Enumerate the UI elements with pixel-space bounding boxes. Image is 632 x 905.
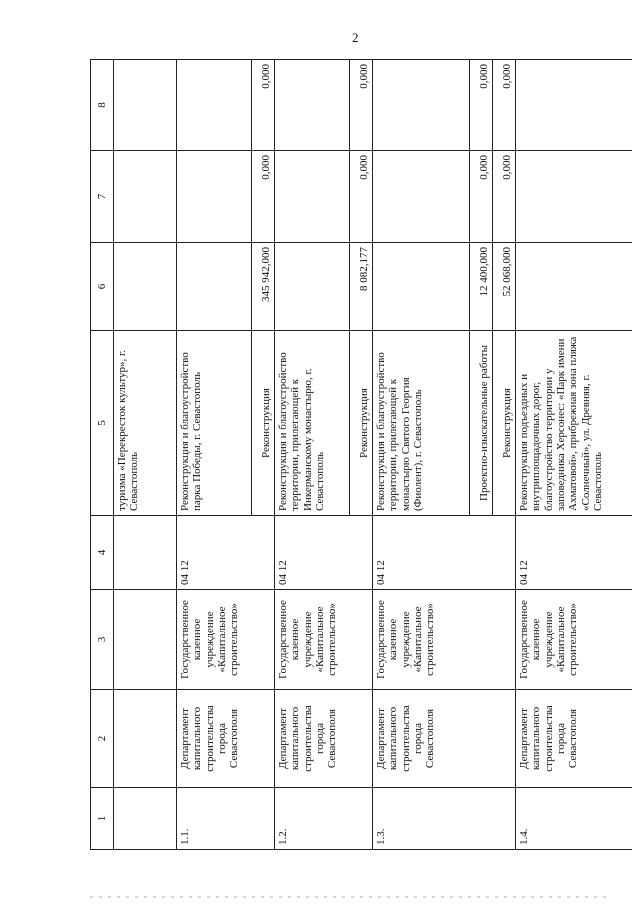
amount-cell: 8 082,177 — [350, 243, 373, 331]
work-type-cell: Реконструкция — [252, 331, 275, 516]
header-cell-7: 7 — [91, 151, 114, 243]
col7-cell: 0,000 — [350, 151, 373, 243]
header-cell-3: 3 — [91, 590, 114, 690]
row-number: 1.3. — [373, 788, 516, 850]
table-row — [275, 60, 350, 850]
col8-cell: 0,000 — [493, 60, 516, 151]
work-type-cell: Проектно-изыскательные работы — [470, 331, 493, 516]
table-row — [177, 60, 252, 850]
table-row — [516, 60, 632, 850]
table-rotated-wrapper — [90, 60, 604, 850]
object-cell: Реконструкция и благоустройство территории, прилегающей к Инкерманскому монастырю, г. Севастополь — [275, 331, 350, 516]
col8-cell: 0,000 — [252, 60, 275, 151]
object-cell: Реконструкция и благоустройство территории, прилегающей к монастырю Святого Георгия (Фиолент), г. Севастополь — [373, 331, 470, 516]
organization-cell: Государственное казенное учреждение «Капитальное строительство» — [177, 590, 275, 690]
work-type-cell: Реконструкция — [350, 331, 373, 516]
department-cell: Департамент капитального строительства города Севастополя — [516, 690, 632, 788]
header-row — [91, 60, 114, 850]
col8-cell: 0,000 — [470, 60, 493, 151]
work-type-cell: Реконструкция — [493, 331, 516, 516]
object-cell: Реконструкция и благоустройство парка Победы, г. Севастополь — [177, 331, 252, 516]
header-cell-6: 6 — [91, 243, 114, 331]
col7-cell: 0,000 — [470, 151, 493, 243]
scan-noise-strip — [90, 896, 610, 898]
department-cell: Департамент капитального строительства города Севастополя — [373, 690, 516, 788]
code-cell: 04 12 — [177, 516, 275, 590]
organization-cell: Государственное казенное учреждение «Капитальное строительство» — [516, 590, 632, 690]
code-cell: 04 12 — [275, 516, 373, 590]
budget-table — [90, 59, 632, 850]
continuation-object: туризма «Перекресток культур», г. Севастополь — [114, 331, 177, 516]
header-cell-8: 8 — [91, 60, 114, 151]
row-number: 1.4. — [516, 788, 632, 850]
col7-cell: 0,000 — [493, 151, 516, 243]
object-cell: Реконструкция подъездных и внутриплощадочных дорог, благоустройство территории у заповедника Херсонес: «Парк имени Ахматовой», прибрежная зона пляжа «Солнечный», ул. Древняя, г. Севастополь — [516, 331, 632, 516]
amount-cell: 52 068,000 — [493, 243, 516, 331]
department-cell: Департамент капитального строительства города Севастополя — [177, 690, 275, 788]
department-cell: Департамент капитального строительства города Севастополя — [275, 690, 373, 788]
col7-cell: 0,000 — [252, 151, 275, 243]
page-number: 2 — [352, 30, 359, 45]
table-row — [373, 60, 470, 850]
continuation-row — [114, 60, 177, 850]
organization-cell: Государственное казенное учреждение «Капитальное строительство» — [275, 590, 373, 690]
header-cell-2: 2 — [91, 690, 114, 788]
header-cell-4: 4 — [91, 516, 114, 590]
header-cell-1: 1 — [91, 788, 114, 850]
header-cell-5: 5 — [91, 331, 114, 516]
organization-cell: Государственное казенное учреждение «Капитальное строительство» — [373, 590, 516, 690]
col8-cell: 0,000 — [350, 60, 373, 151]
code-cell: 04 12 — [516, 516, 632, 590]
row-number: 1.2. — [275, 788, 373, 850]
amount-cell: 345 942,000 — [252, 243, 275, 331]
row-number: 1.1. — [177, 788, 275, 850]
code-cell: 04 12 — [373, 516, 516, 590]
amount-cell: 12 400,000 — [470, 243, 493, 331]
